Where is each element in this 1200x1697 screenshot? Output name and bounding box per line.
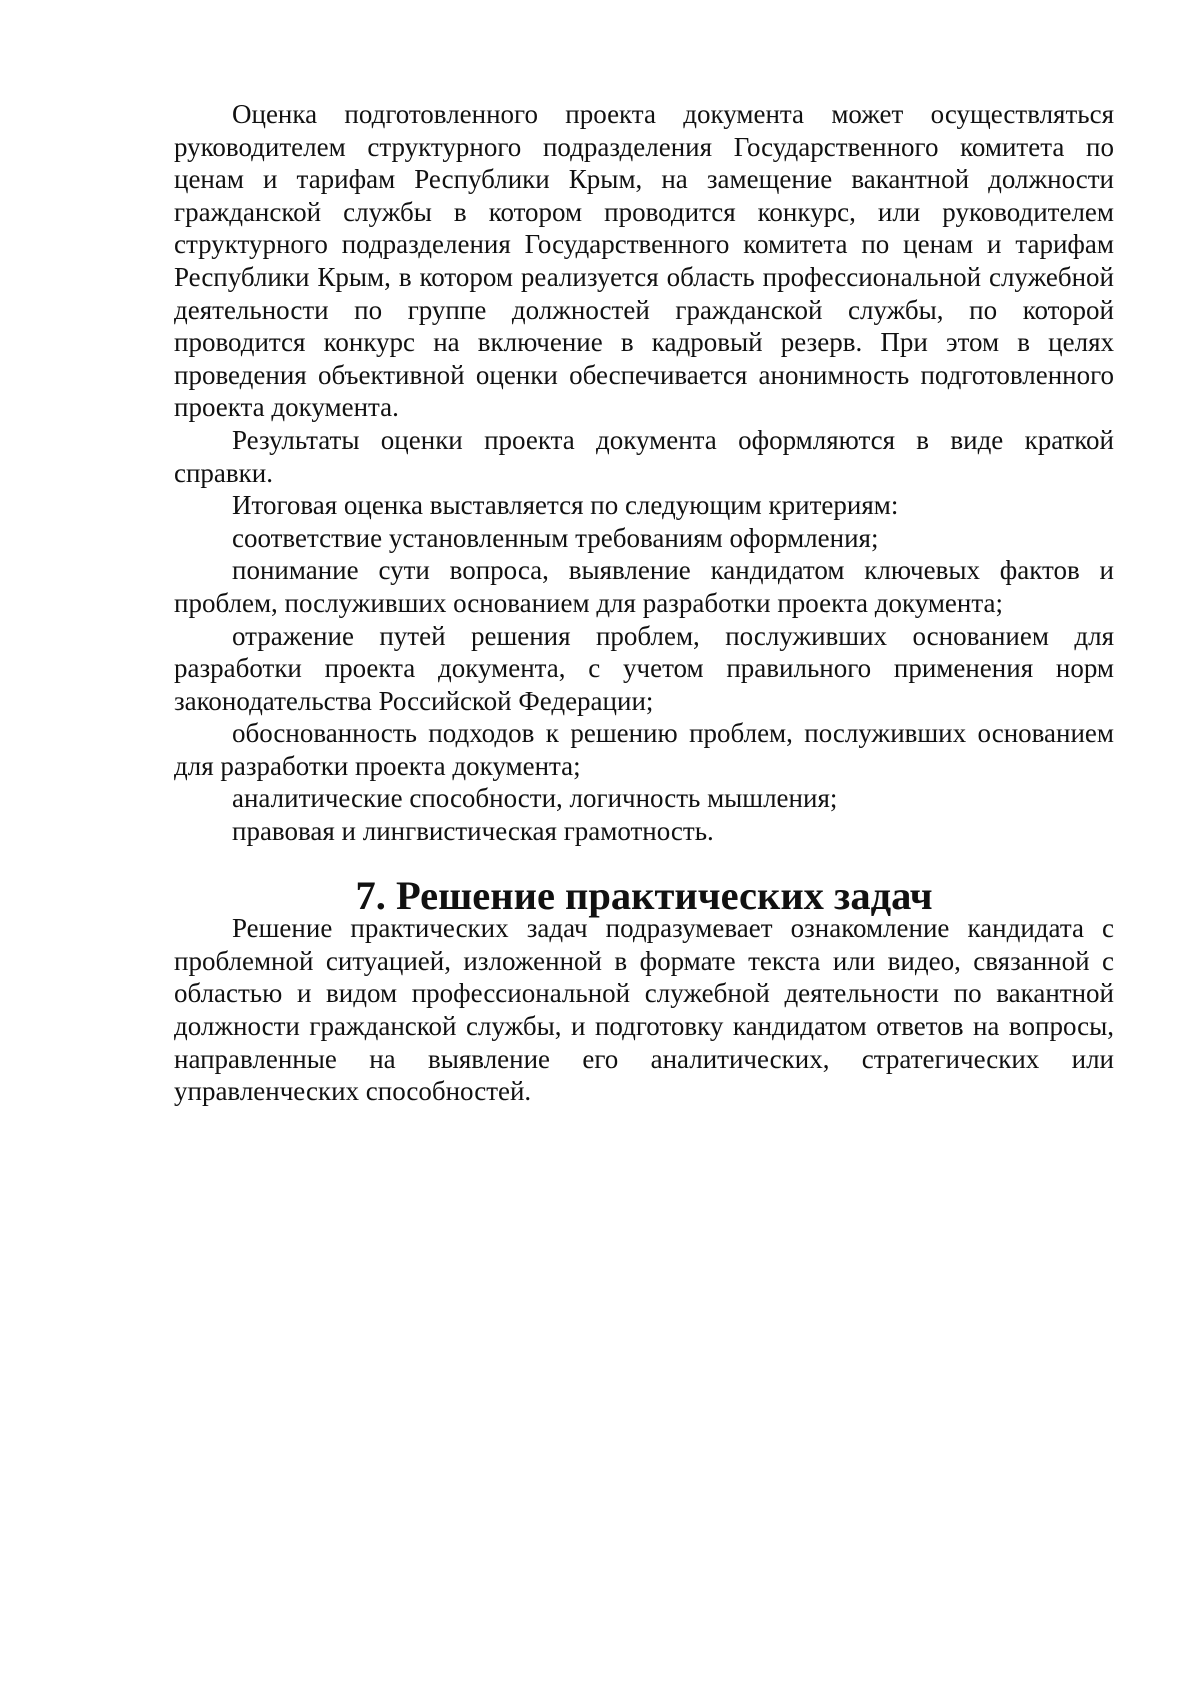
criterion-approach-justification: обоснованность подходов к решению проблем, послуживших основанием для разработки проекта документа;: [174, 718, 1114, 781]
paragraph-criteria-intro: Итоговая оценка выставляется по следующим критериям:: [232, 490, 899, 521]
paragraph-evaluation-results: Результаты оценки проекта документа оформляются в виде краткой справки.: [174, 424, 1114, 488]
criterion-analytical-skills: аналитические способности, логичность мышления;: [232, 783, 838, 814]
paragraph-practical-tasks: Решение практических задач подразумевает ознакомление кандидата с проблемной ситуацией, изложенной в формате текста или видео, связанной с областью и видом профессиональной служебной деятельности по вакантной должности гражданской службы, и подготовку кандидатом ответов на вопросы, направленные на выявление его аналитических, стратегических или управленческих способностей.: [174, 913, 1114, 1107]
paragraph-document-evaluation: Оценка подготовленного проекта документа может осуществляться руководителем структурного подразделения Государственного комитета по ценам и тарифам Республики Крым, на замещение вакантной должности гражданской службы в котором проводится конкурс, или руководителем структурного подразделения Государственного комитета по ценам и тарифам Республики Крым, в котором реализуется область профессиональной служебной деятельности по группе должностей гражданской службы, по которой проводится конкурс на включение в кадровый резерв. При этом в целях проведения объективной оценки обеспечивается анонимность подготовленного проекта документа.: [174, 99, 1114, 423]
criterion-literacy: правовая и лингвистическая грамотность.: [232, 816, 714, 847]
criterion-formatting: соответствие установленным требованиям оформления;: [232, 522, 879, 553]
criterion-understanding: понимание сути вопроса, выявление кандидатом ключевых фактов и проблем, послуживших основанием для разработки проекта документа;: [174, 555, 1114, 618]
criterion-solutions: отражение путей решения проблем, послуживших основанием для разработки проекта документа, с учетом правильного применения норм законодательства Российской Федерации;: [174, 620, 1114, 716]
document-body: [174, 98, 1114, 1108]
section-heading: 7. Решение практических задач: [355, 872, 933, 918]
